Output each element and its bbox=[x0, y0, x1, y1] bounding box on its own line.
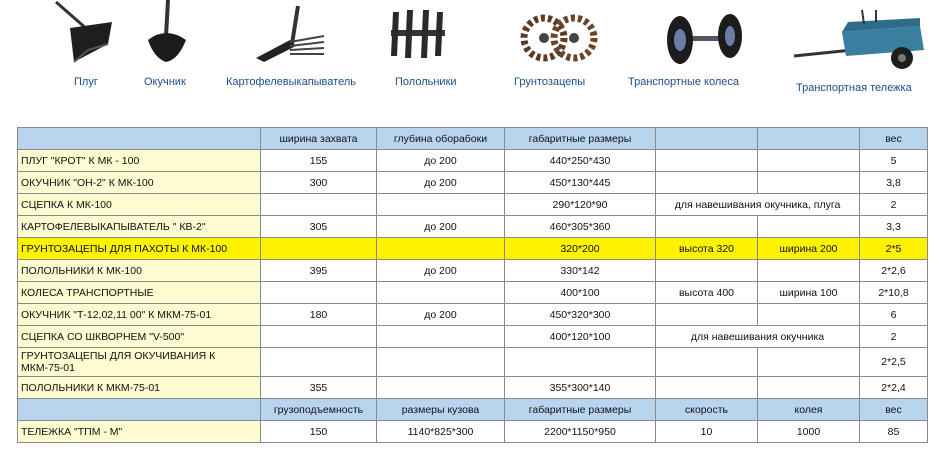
table-cell bbox=[505, 348, 656, 377]
table-cell: до 200 bbox=[377, 172, 505, 194]
gallery-label: Окучник bbox=[144, 76, 186, 88]
table-cell bbox=[656, 260, 758, 282]
table-row bbox=[18, 216, 928, 238]
header-cell: глубина оборабоки bbox=[377, 128, 505, 150]
plow-icon bbox=[48, 0, 128, 70]
table-cell: 2 bbox=[860, 326, 928, 348]
table-cell: 5 bbox=[860, 150, 928, 172]
table-cell: 355*300*140 bbox=[505, 377, 656, 399]
table-cell: 3,3 bbox=[860, 216, 928, 238]
table-cell bbox=[261, 194, 377, 216]
table-cell: 6 bbox=[860, 304, 928, 326]
table-cell: 2 bbox=[860, 194, 928, 216]
table-cell: высота 400 bbox=[656, 282, 758, 304]
table-cell bbox=[377, 282, 505, 304]
table-cell bbox=[261, 282, 377, 304]
hiller-icon bbox=[138, 0, 198, 70]
item-name: КОЛЕСА ТРАНСПОРТНЫЕ bbox=[18, 282, 261, 304]
gallery-item-lug-wheels bbox=[514, 4, 600, 88]
table-cell: 2200*1150*950 bbox=[505, 421, 656, 443]
table-cell: 150 bbox=[261, 421, 377, 443]
table-row bbox=[18, 282, 928, 304]
table-cell: высота 320 bbox=[656, 238, 758, 260]
item-name: ГРУНТОЗАЦЕПЫ ДЛЯ ПАХОТЫ К МК-100 bbox=[18, 238, 261, 260]
table-cell bbox=[377, 238, 505, 260]
header-cell bbox=[18, 399, 261, 421]
item-name: ПОЛОЛЬНИКИ К МК-100 bbox=[18, 260, 261, 282]
header-cell: вес bbox=[860, 128, 928, 150]
table-cell bbox=[656, 377, 758, 399]
item-name: СЦЕПКА СО ШКВОРНЕМ "V-500" bbox=[18, 326, 261, 348]
weeder-icon bbox=[383, 0, 453, 70]
header-cell: грузоподъемность bbox=[261, 399, 377, 421]
table-cell bbox=[377, 326, 505, 348]
gallery-label: Картофелевыкапыватель bbox=[226, 76, 356, 88]
gallery-label: Транспортная тележка bbox=[796, 82, 912, 94]
table-cell bbox=[656, 216, 758, 238]
gallery-label: Грунтозацепы bbox=[514, 76, 586, 88]
table-cell bbox=[377, 348, 505, 377]
table-cell: до 200 bbox=[377, 304, 505, 326]
table-cell bbox=[656, 304, 758, 326]
table-cell bbox=[758, 216, 860, 238]
header-cell: ширина захвата bbox=[261, 128, 377, 150]
table-cell: 290*120*90 bbox=[505, 194, 656, 216]
item-name: ПОЛОЛЬНИКИ К МКМ-75-01 bbox=[18, 377, 261, 399]
gallery-label: Плуг bbox=[74, 76, 98, 88]
table-cell: 460*305*360 bbox=[505, 216, 656, 238]
table-cell: 330*142 bbox=[505, 260, 656, 282]
table-cell bbox=[261, 326, 377, 348]
table-cell: ширина 100 bbox=[758, 282, 860, 304]
gallery-item-trailer bbox=[792, 10, 932, 94]
product-gallery bbox=[0, 0, 939, 110]
table-cell bbox=[758, 304, 860, 326]
gallery-item-potato-digger bbox=[226, 0, 356, 88]
table-cell bbox=[758, 150, 860, 172]
table-cell: 85 bbox=[860, 421, 928, 443]
table-cell: 305 bbox=[261, 216, 377, 238]
table-cell-note: для навешивания окучника bbox=[656, 326, 860, 348]
header-cell: колея bbox=[758, 399, 860, 421]
table-cell: 450*320*300 bbox=[505, 304, 656, 326]
table-row bbox=[18, 348, 928, 377]
item-name: КАРТОФЕЛЕВЫКАПЫВАТЕЛЬ " КВ-2" bbox=[18, 216, 261, 238]
table-row bbox=[18, 172, 928, 194]
table-cell: 440*250*430 bbox=[505, 150, 656, 172]
table-cell: до 200 bbox=[377, 150, 505, 172]
table-header-row bbox=[18, 128, 928, 150]
table-cell: 395 bbox=[261, 260, 377, 282]
table-cell: 180 bbox=[261, 304, 377, 326]
item-name: ГРУНТОЗАЦЕПЫ ДЛЯ ОКУЧИВАНИЯ К МКМ-75-01 bbox=[18, 348, 261, 377]
table-cell bbox=[758, 260, 860, 282]
header-cell: скорость bbox=[656, 399, 758, 421]
table-row bbox=[18, 260, 928, 282]
header-cell: вес bbox=[860, 399, 928, 421]
table-row bbox=[18, 304, 928, 326]
table-cell: 2*2,4 bbox=[860, 377, 928, 399]
lug-wheels-icon bbox=[520, 4, 600, 70]
table-cell bbox=[656, 348, 758, 377]
table-cell: 400*100 bbox=[505, 282, 656, 304]
item-name: ОКУЧНИК "ОН-2" К МК-100 bbox=[18, 172, 261, 194]
header-cell: габаритные размеры bbox=[505, 399, 656, 421]
table-cell: ширина 200 bbox=[758, 238, 860, 260]
table-cell: 450*130*445 bbox=[505, 172, 656, 194]
table-cell: 355 bbox=[261, 377, 377, 399]
table-row bbox=[18, 150, 928, 172]
table-row bbox=[18, 377, 928, 399]
table-header-row-trailer bbox=[18, 399, 928, 421]
gallery-item-weeder bbox=[383, 0, 457, 88]
gallery-label: Полольники bbox=[395, 76, 457, 88]
item-name: СЦЕПКА К МК-100 bbox=[18, 194, 261, 216]
table-cell bbox=[656, 172, 758, 194]
gallery-item-hiller bbox=[138, 0, 198, 88]
table-row bbox=[18, 326, 928, 348]
gallery-label: Транспортные колеса bbox=[628, 76, 740, 88]
header-cell bbox=[758, 128, 860, 150]
table-cell: 400*120*100 bbox=[505, 326, 656, 348]
table-cell: 1000 bbox=[758, 421, 860, 443]
table-cell: 2*2,5 bbox=[860, 348, 928, 377]
header-cell: размеры кузова bbox=[377, 399, 505, 421]
table-cell bbox=[758, 377, 860, 399]
table-row-trailer bbox=[18, 421, 928, 443]
item-name: ПЛУГ "КРОТ" К МК - 100 bbox=[18, 150, 261, 172]
gallery-item-plow bbox=[48, 0, 128, 88]
table-cell: до 200 bbox=[377, 216, 505, 238]
table-cell: 2*5 bbox=[860, 238, 928, 260]
table-cell: 300 bbox=[261, 172, 377, 194]
table-cell bbox=[377, 377, 505, 399]
table-cell: 1140*825*300 bbox=[377, 421, 505, 443]
gallery-item-transport-wheels bbox=[628, 6, 750, 88]
table-cell: 3,8 bbox=[860, 172, 928, 194]
table-cell: 320*200 bbox=[505, 238, 656, 260]
header-cell bbox=[656, 128, 758, 150]
table-cell bbox=[758, 172, 860, 194]
table-cell bbox=[656, 150, 758, 172]
table-cell-note: для навешивания окучника, плуга bbox=[656, 194, 860, 216]
table-cell: 2*2,6 bbox=[860, 260, 928, 282]
item-name: ОКУЧНИК "Т-12,02,11 00" К МКМ-75-01 bbox=[18, 304, 261, 326]
table-cell: 2*10,8 bbox=[860, 282, 928, 304]
table-cell: 155 bbox=[261, 150, 377, 172]
table-cell bbox=[758, 348, 860, 377]
table-cell bbox=[377, 194, 505, 216]
table-row-highlighted bbox=[18, 238, 928, 260]
table-cell: до 200 bbox=[377, 260, 505, 282]
table-cell: 10 bbox=[656, 421, 758, 443]
spec-table bbox=[17, 127, 928, 443]
table-cell bbox=[261, 238, 377, 260]
table-row bbox=[18, 194, 928, 216]
header-cell: габаритные размеры bbox=[505, 128, 656, 150]
header-cell bbox=[18, 128, 261, 150]
potato-digger-icon bbox=[250, 0, 330, 70]
trailer-icon bbox=[792, 10, 932, 74]
transport-wheels-icon bbox=[660, 6, 750, 70]
item-name: ТЕЛЕЖКА "ТПМ - М" bbox=[18, 421, 261, 443]
table-cell bbox=[261, 348, 377, 377]
